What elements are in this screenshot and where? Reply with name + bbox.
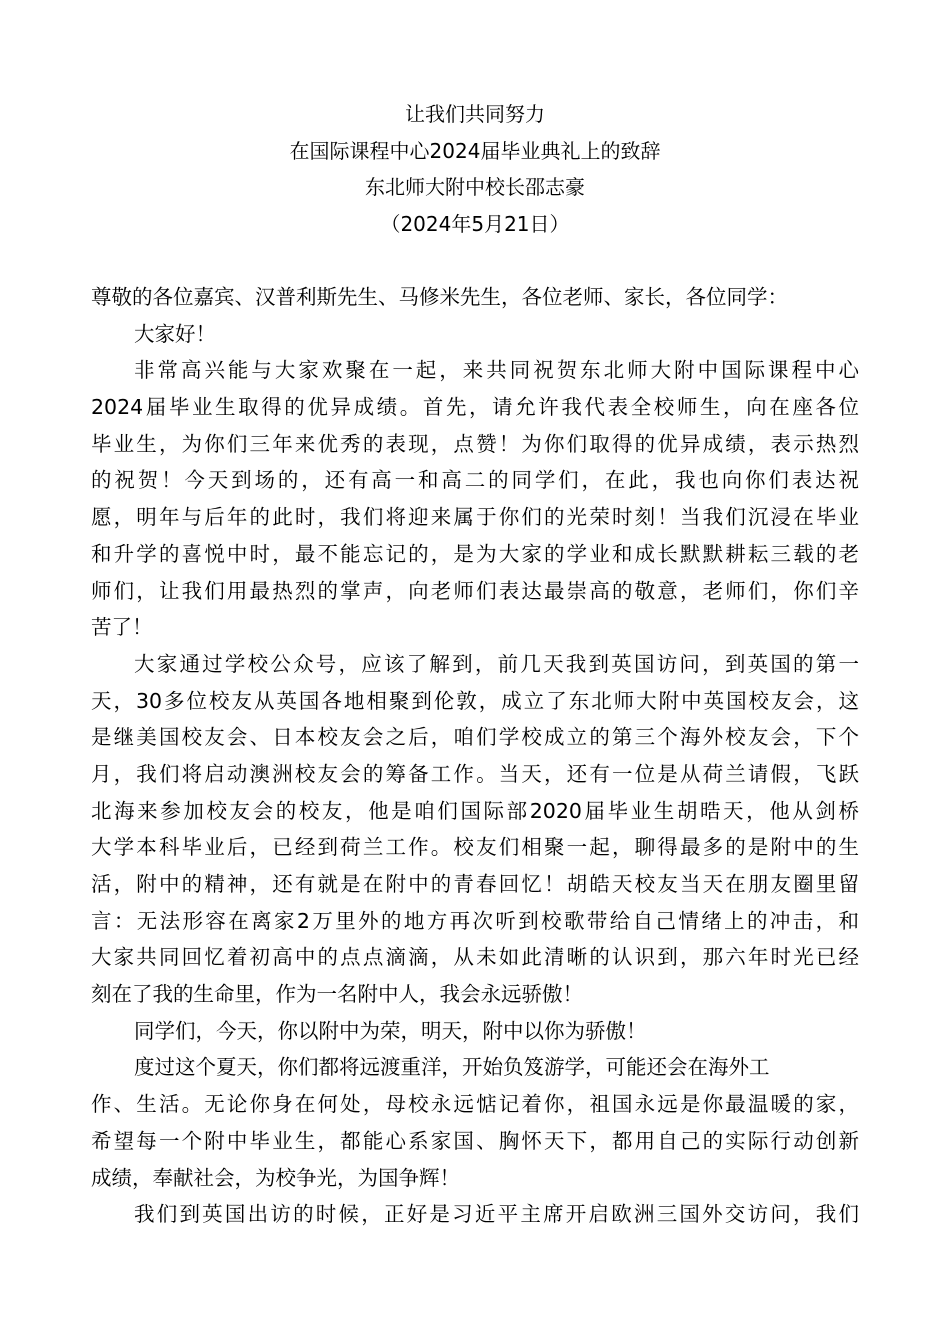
text-line: 非常高兴能与大家欢聚在一起，来共同祝贺东北师大附中国际课程中心 [134,358,859,383]
speech-subtitle: 在国际课程中心2024届毕业典礼上的致辞 [289,138,661,163]
speech-title: 让我们共同努力 [405,102,545,126]
text-line: 大家通过学校公众号，应该了解到，前几天我到英国访问，到英国的第一 [134,651,859,676]
text-line: 成绩，奉献社会，为校争光，为国争辉！ [91,1165,460,1190]
text-line: 活，附中的精神，还有就是在附中的青春回忆！胡皓天校友当天在朋友圈里留 [91,872,859,896]
salutation-line: 尊敬的各位嘉宾、汉普利斯先生、马修米先生，各位老师、家长，各位同学： [91,285,788,309]
text-line: 师们，让我们用最热烈的掌声，向老师们表达最崇高的敬意，老师们，你们辛 [91,578,859,603]
text-line: 大家好！ [134,321,216,346]
speech-body [91,279,859,1233]
text-line: 愿，明年与后年的此时，我们将迎来属于你们的光荣时刻！当我们沉浸在毕业 [91,505,859,530]
text-line: 我们到英国出访的时候，正好是习近平主席开启欧洲三国外交访问，我们 [134,1202,859,1227]
text-line: 是继美国校友会、日本校友会之后，咱们学校成立的第三个海外校友会，下个 [91,725,859,750]
speech-title-block [0,96,950,242]
text-line: 大家共同回忆着初高中的点点滴滴，从未如此清晰的认识到，那六年时光已经 [91,945,859,970]
text-line: 和升学的喜悦中时，最不能忘记的，是为大家的学业和成长默默耕耘三载的老 [91,541,859,566]
speaker-name: 东北师大附中校长邵志豪 [365,175,585,199]
text-line: 刻在了我的生命里，作为一名附中人，我会永远骄傲！ [91,982,583,1007]
speech-date: （2024年5月21日） [380,211,570,236]
text-line: 作、生活。无论你身在何处，母校永远惦记着你，祖国永远是你最温暖的家， [91,1092,859,1117]
text-line: 毕业生，为你们三年来优秀的表现，点赞！为你们取得的优异成绩，表示热烈 [91,431,859,456]
text-line: 2024届毕业生取得的优异成绩。首先，请允许我代表全校师生，向在座各位 [91,395,859,420]
text-line: 苦了！ [91,615,153,640]
text-line: 北海来参加校友会的校友，他是咱们国际部2020届毕业生胡晧天，他从剑桥 [91,798,859,823]
text-line: 言：无法形容在离家2万里外的地方再次听到校歌带给自己情绪上的冲击，和 [91,908,859,933]
text-line: 大学本科毕业后，已经到荷兰工作。校友们相聚一起，聊得最多的是附中的生 [91,835,859,860]
text-line: 的祝贺！今天到场的，还有高一和高二的同学们，在此，我也向你们表达祝 [91,468,859,493]
text-line: 月，我们将启动澳洲校友会的筹备工作。当天，还有一位是从荷兰请假，飞跃 [91,761,859,786]
text-line: 希望每一个附中毕业生，都能心系家国、胸怀天下，都用自己的实际行动创新 [91,1128,859,1153]
text-line: 度过这个夏天，你们都将远渡重洋，开始负笈游学，可能还会在海外工 [134,1055,770,1080]
text-line: 同学们，今天，你以附中为荣，明天，附中以你为骄傲！ [134,1018,647,1043]
text-line: 天，30多位校友从英国各地相聚到伦敦，成立了东北师大附中英国校友会，这 [91,688,859,713]
